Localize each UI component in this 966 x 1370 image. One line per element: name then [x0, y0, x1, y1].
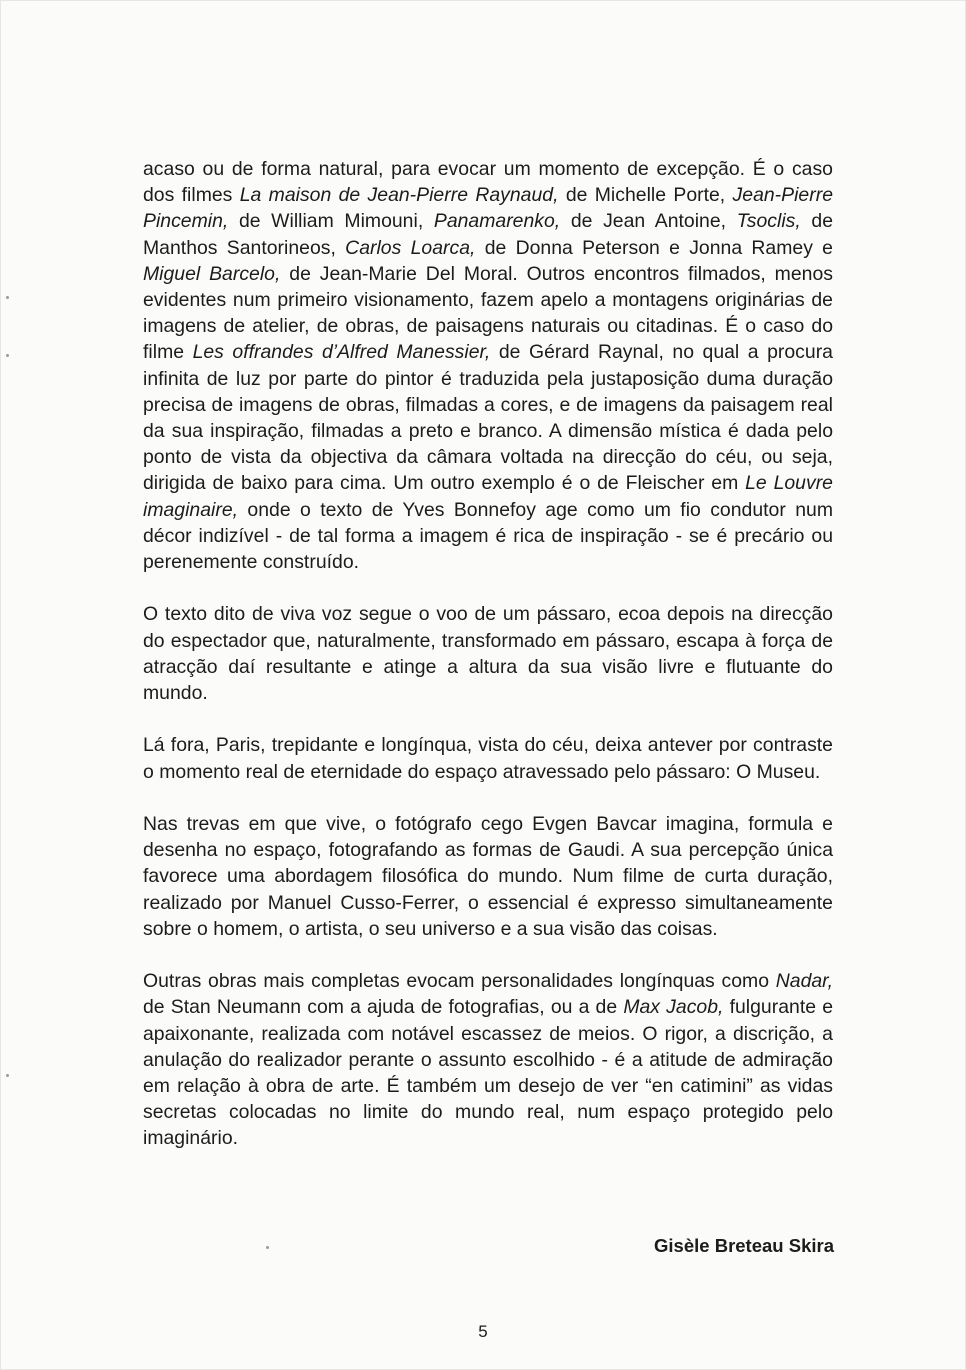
text-run: de Stan Neumann com a ajuda de fotografias, ou a de [143, 996, 624, 1019]
italic-title: Nadar, [775, 970, 833, 993]
italic-title: Panamarenko, [433, 210, 561, 233]
italic-title: Le Louvre imaginaire, [143, 472, 833, 521]
author-signature: Gisèle Breteau Skira [654, 1235, 834, 1256]
scan-speck [266, 1246, 269, 1249]
paragraph [143, 811, 833, 942]
text-run: O texto dito de viva voz segue o voo de um pássaro, ecoa depois na direcção do espectador que, naturalmente, transformado em pássaro, escapa à força de atracção daí resultante e atinge a altura da sua visão livre e flutuante do mundo. [143, 603, 833, 705]
text-run: onde o texto de Yves Bonnefoy age como um fio condutor num décor indizível - de tal forma a imagem é rica de inspiração - se é precário ou perenemente construído. [143, 498, 833, 574]
text-run: de Jean-Marie Del Moral. Outros encontros filmados, menos evidentes num primeiro visionamento, fazem apelo a montagens originárias de imagens de atelier, de obras, de paisagens naturais ou citadinas. É o caso do filme [143, 262, 833, 364]
italic-title: La maison de Jean-Pierre Raynaud, [239, 184, 559, 207]
paragraph [143, 601, 833, 706]
text-run: Lá fora, Paris, trepidante e longínqua, vista do céu, deixa antever por contraste o momento real de eternidade do espaço atravessado pelo pássaro: O Museu. [143, 734, 833, 783]
scan-speck [6, 1074, 9, 1077]
italic-title: Tsoclis, [736, 210, 801, 233]
text-run: de William Mimouni, [228, 210, 434, 233]
paragraph [143, 732, 833, 784]
italic-title: Carlos Loarca, [345, 236, 476, 259]
text-run: Outras obras mais completas evocam personalidades longínquas como [143, 970, 776, 993]
text-run: de Michelle Porte, [558, 184, 733, 207]
scan-speck [6, 354, 9, 357]
page-number: 5 [478, 1322, 488, 1341]
italic-title: Les offrandes d’Alfred Manessier, [192, 341, 491, 364]
text-run: acaso ou de forma natural, para evocar um momento de excepção. É o caso dos filmes [143, 158, 833, 207]
text-run: de Gérard Raynal, no qual a procura infinita de luz por parte do pintor é traduzida pela justaposição duma duração precisa de imagens de obras, filmadas a cores, e de imagens da paisagem real da sua inspiração, filmadas a preto e branco. A dimensão mística é dada pelo ponto de vista da objectiva da câmara voltada na direcção do céu, ou seja, dirigida de baixo para cima. Um outro exemplo é o de Fleischer em [143, 341, 833, 495]
text-run: fulgurante e apaixonante, realizada com notável escassez de meios. O rigor, a discrição, a anulação do realizador perante o assunto escolhido - é a atitude de admiração em relação à obra de arte. É também um desejo de ver “en catimini” as vidas secretas colocadas no limite do mundo real, num espaço protegido pelo imaginário. [143, 996, 833, 1150]
scan-speck [6, 296, 9, 299]
italic-title: Miguel Barcelo, [143, 262, 281, 285]
text-run: de Manthos Santorineos, [143, 210, 834, 259]
text-run: Nas trevas em que vive, o fotógrafo cego Evgen Bavcar imagina, formula e desenha no espaço, fotografando as formas de Gaudi. A sua percepção única favorece uma abordagem filosófica do mundo. Num filme de curta duração, realizado por Manuel Cusso-Ferrer, o essencial é expresso simultaneamente sobre o homem, o artista, o seu universo e a sua visão das coisas. [143, 813, 833, 940]
text-run: de Donna Peterson e Jonna Ramey e [475, 236, 833, 259]
paragraph [143, 156, 833, 575]
italic-title: Max Jacob, [623, 996, 724, 1019]
text-run: de Jean Antoine, [560, 210, 737, 233]
paragraph [143, 968, 833, 1151]
body-text [143, 156, 833, 1178]
italic-title: Jean-Pierre Pincemin, [143, 184, 833, 233]
